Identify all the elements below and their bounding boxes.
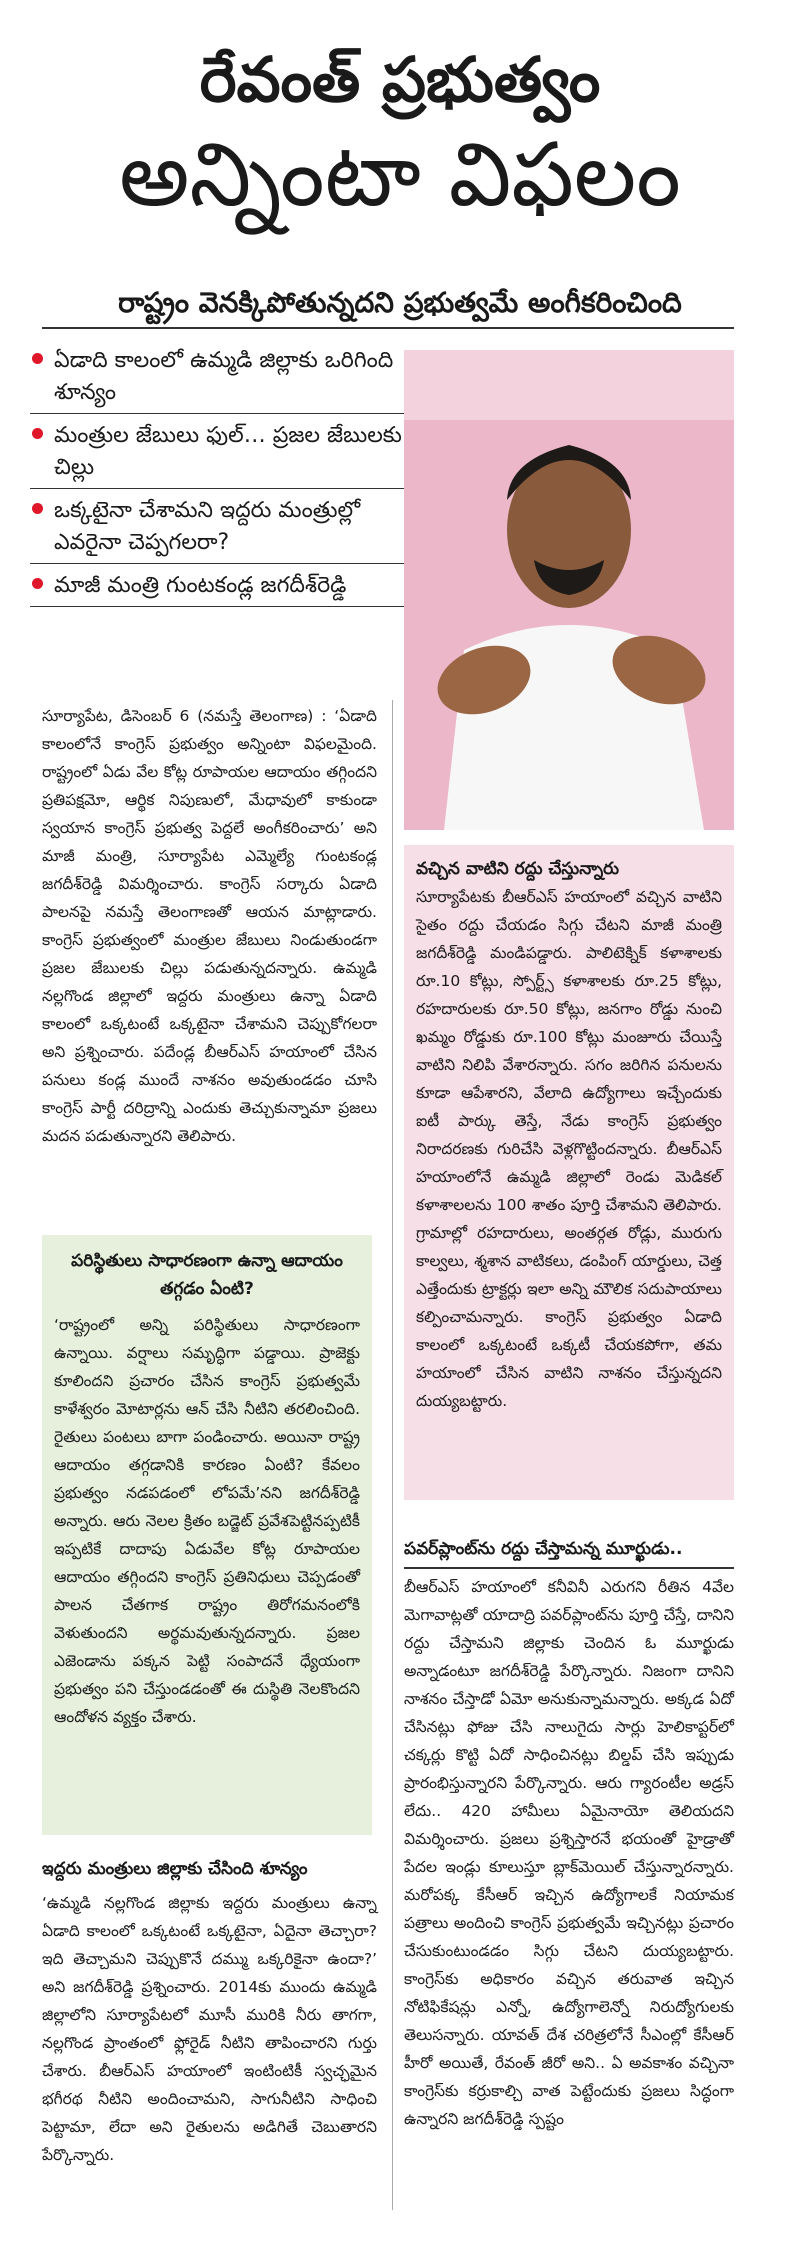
- bullet-dot-icon: [32, 353, 43, 364]
- box-text: సూర్యాపేటకు బీఆర్‌ఎస్ హయాంలో వచ్చిన వాటిని సైతం రద్దు చేయడం సిగ్గు చేటని మాజీ మంత్రి జగదీశ్‌రెడ్డి మండిపడ్డారు. పాలిటెక్నిక్ కళాశాలకు రూ.10 కోట్లు, స్పోర్ట్స్ కళాశాలకు రూ.25 కోట్లు, రహదారులకు రూ.50 కోట్లు, జనగాం రోడ్డు నుంచి ఖమ్మం రోడ్డుకు రూ.100 కోట్లు మంజూరు చేయిస్తే వాటిని నిలిపి వేశారన్నారు. సగం జరిగిన పనులను కూడా ఆపేశారని, వేలాది ఉద్యోగాలు ఇచ్చేందుకు ఐటీ పార్కు తెస్తే, నేడు కాంగ్రెస్ ప్రభుత్వం నిరాదరణకు గురిచేసి వెళ్లగొట్టిందన్నారు. బీఆర్‌ఎస్ హయాంలోనే ఉమ్మడి జిల్లాలో రెండు మెడికల్ కళాశాలలను 100 శాతం పూర్తి చేశామని తెలిపారు. గ్రామాల్లో రహదారులు, అంతర్గత రోడ్లు, మురుగు కాల్వలు, శ్మశాన వాటికలు, డంపింగ్ యార్డులు, చెత్త ఎత్తేందుకు ట్రాక్టర్లు ఇలా అన్ని మౌలిక సదుపాయాలు కల్పించామన్నారు. కాంగ్రెస్ ప్రభుత్వం ఏడాది కాలంలో ఒక్కటంటే ఒక్కటీ చేయకపోగా, తమ హయాంలో చేసిన వాటిని నాశనం చేస్తున్నదని దుయ్యబట్టారు.: [416, 888, 722, 1410]
- portrait-photo: [404, 350, 734, 830]
- person-illustration: [404, 350, 734, 830]
- bullet-item: మంత్రుల జేబులు ఫుల్… ప్రజల జేబులకు చిల్లు: [30, 420, 405, 489]
- section-powerplant: [404, 1535, 734, 2133]
- bullet-item: ఏడాది కాలంలో ఉమ్మడి జిల్లాకు ఒరిగింది శూన్యం: [30, 345, 405, 414]
- column-divider: [392, 700, 393, 2210]
- section-text: ‘ఉమ్మడి నల్లగొండ జిల్లాకు ఇద్దరు మంత్రులు ఉన్నా ఏడాది కాలంలో ఒక్కటంటే ఒక్కటైనా, ఏదైనా తెచ్చారా? ఇది తెచ్చామని చెప్పుకొనే దమ్ము ఒక్కరికైనా ఉందా?’ అని జగదీశ్‌రెడ్డి ప్రశ్నించారు. 2014కు ముందు ఉమ్మడి జిల్లాలోని సూర్యాపేటలో మూసీ మురికి నీరు తాగగా, నల్లగొండ ప్రాంతంలో ఫ్లోరైడ్ నీటిని తాపించారని గుర్తు చేశారు. బీఆర్‌ఎస్ హయాంలో ఇంటింటికీ స్వచ్ఛమైన భగీరథ నీటిని అందించామని, సాగునీటిని సాధించి పెట్టామా, లేదా అని రైతులను అడిగితే చెబుతారని పేర్కొన్నారు.: [42, 1894, 377, 2164]
- sidebar-box-cancellations: [404, 845, 734, 1500]
- highlight-bullets: [30, 345, 405, 613]
- bullet-item: ఒక్కటైనా చేశామని ఇద్దరు మంత్రుల్లో ఎవరైనా చెప్పగలరా?: [30, 495, 405, 564]
- headline-subtitle: రాష్ట్రం వెనక్కిపోతున్నదని ప్రభుత్వమే అంగీకరించింది: [118, 286, 682, 319]
- box-heading: పరిస్థితులు సాధారణంగా ఉన్నా ఆదాయం తగ్గడం ఏంటి?: [71, 1251, 343, 1299]
- box-text: ‘రాష్ట్రంలో అన్ని పరిస్థితులు సాధారణంగా ఉన్నాయి. వర్షాలు సమృద్ధిగా పడ్డాయి. ప్రాజెక్టు కూలిందని ప్రచారం చేసిన కాంగ్రెస్ ప్రభుత్వమే కాళేశ్వరం మోటార్లను ఆన్ చేసి నీటిని తరలించింది. రైతులు పంటలు బాగా పండించారు. అయినా రాష్ట్ర ఆదాయం తగ్గడానికి కారణం ఏంటి? కేవలం ప్రభుత్వం నడపడంలో లోపమే’నని జగదీశ్‌రెడ్డి అన్నారు. ఆరు నెలల క్రితం బడ్జెట్ ప్రవేశపెట్టినప్పటికీ ఇప్పటికే దాదాపు ఏడువేల కోట్ల రూపాయల ఆదాయం తగ్గిందని కాంగ్రెస్ ప్రతినిధులు చెప్పడంతో పాలన చేతగాక రాష్ట్రం తిరోగమనంలోకి వెళుతుందని అర్థమవుతున్నదన్నారు. ప్రజల ఎజెండాను పక్కన పెట్టి సంపాదనే ధ్యేయంగా ప్రభుత్వం పని చేస్తుండడంతో ఈ దుస్థితి నెలకొందని ఆందోళన వ్యక్తం చేశారు.: [54, 1316, 360, 1726]
- section-heading: ఇద్దరు మంత్రులు జిల్లాకు చేసింది శూన్యం: [42, 1859, 308, 1879]
- bullet-item: మాజీ మంత్రి గుంటకండ్ల జగదీశ్‌రెడ్డి: [30, 570, 405, 607]
- section-rule: [404, 1567, 734, 1569]
- box-heading: వచ్చిన వాటిని రద్దు చేస్తున్నారు: [416, 859, 620, 879]
- section-text: బీఆర్‌ఎస్ హయాంలో కనీవినీ ఎరుగని రీతిన 4వేల మెగావాట్లతో యాదాద్రి పవర్‌ప్లాంట్‌ను పూర్తి చేస్తే, దానిని రద్దు చేస్తామని జిల్లాకు చెందిన ఓ మూర్ఖుడు అన్నాడంటూ జగదీశ్‌రెడ్డి పేర్కొన్నారు. నిజంగా దానిని నాశనం చేస్తాడో ఏమో అనుకున్నామన్నారు. అక్కడ ఏదో చేసినట్లు ఫోజు చేసి నాలుగైదు సార్లు హెలికాప్టర్‌లో చక్కర్లు కొట్టి ఏదో సాధించినట్లు బిల్డప్ చేసి ఇప్పుడు ప్రారంభిస్తున్నారని పేర్కొన్నారు. ఆరు గ్యారంటీల అడ్రస్ లేదు.. 420 హామీలు ఏమైనాయో తెలియదని విమర్శించారు. ప్రజలు ప్రశ్నిస్తారనే భయంతో హైడ్రాతో పేదల ఇండ్లు కూలుస్తూ బ్లాక్‌మెయిల్ చేస్తున్నారన్నారు. మరోపక్క కేసీఆర్ ఇచ్చిన ఉద్యోగాలకే నియామక పత్రాలు అందించి కాంగ్రెస్ ప్రభుత్వమే ఇచ్చినట్లు ప్రచారం చేసుకుంటుండడం సిగ్గు చేటని దుయ్యబట్టారు. కాంగ్రెస్‌కు అధికారం వచ్చిన తరువాత ఇచ్చిన నోటిఫికేషన్లు ఎన్నో, ఉద్యోగాలెన్నో నిరుద్యోగులకు తెలుసన్నారు. యావత్ దేశ చరిత్రలోనే సీఎంల్లో కేసీఆర్ హీరో అయితే, రేవంత్ జీరో అని.. ఏ అవకాశం వచ్చినా కాంగ్రెస్‌కు కర్రుకాల్చి వాత పెట్టేందుకు ప్రజలు సిద్ధంగా ఉన్నారని జగదీశ్‌రెడ్డి స్పష్టం: [404, 1578, 734, 2128]
- headline-line2: అన్నింటా విఫలం: [119, 123, 681, 226]
- section-ministers: [42, 1855, 377, 2169]
- headline-rule: [42, 327, 734, 329]
- body-paragraph: సూర్యాపేట, డిసెంబర్ 6 (నమస్తే తెలంగాణ) : ‘ఏడాది కాలంలోనే కాంగ్రెస్ ప్రభుత్వం అన్నింటా విఫలమైంది. రాష్ట్రంలో ఏడు వేల కోట్ల రూపాయల ఆదాయం తగ్గిందని ప్రతిపక్షమో, ఆర్థిక నిపుణులో, మేధావులో కాకుండా స్వయాన కాంగ్రెస్ ప్రభుత్వ పెద్దలే అంగీకరించారు’ అని మాజీ మంత్రి, సూర్యాపేట ఎమ్మెల్యే గుంటకండ్ల జగదీశ్‌రెడ్డి విమర్శించారు. కాంగ్రెస్ సర్కారు ఏడాది పాలనపై నమస్తే తెలంగాణతో ఆయన మాట్లాడారు. కాంగ్రెస్ ప్రభుత్వంలో మంత్రుల జేబులు నిండుతుండగా ప్రజల జేబులకు చిల్లు పడుతున్నదన్నారు. ఉమ్మడి నల్లగొండ జిల్లాలో ఇద్దరు మంత్రులు ఉన్నా ఏడాది కాలంలో ఒక్కటంటే ఒక్కటైనా చేశామని చెప్పుకోగలరా అని ప్రశ్నించారు. పదేండ్ల బీఆర్‌ఎస్ హయాంలో చేసిన పనులు కండ్ల ముందే నాశనం అవుతుండడం చూసి కాంగ్రెస్ పార్టీ దరిద్రాన్ని ఎందుకు తెచ్చుకున్నామా ప్రజలు మదన పడుతున్నారని తెలిపారు.: [42, 707, 377, 1145]
- headline-line1: రేవంత్ ప్రభుత్వం: [199, 43, 601, 116]
- sidebar-box-revenue: [42, 1235, 372, 1835]
- bullet-dot-icon: [32, 578, 43, 589]
- bullet-dot-icon: [32, 428, 43, 439]
- section-heading: పవర్‌ప్లాంట్‌ను రద్దు చేస్తామన్న మూర్ఖుడు..: [404, 1539, 683, 1559]
- bullet-dot-icon: [32, 503, 43, 514]
